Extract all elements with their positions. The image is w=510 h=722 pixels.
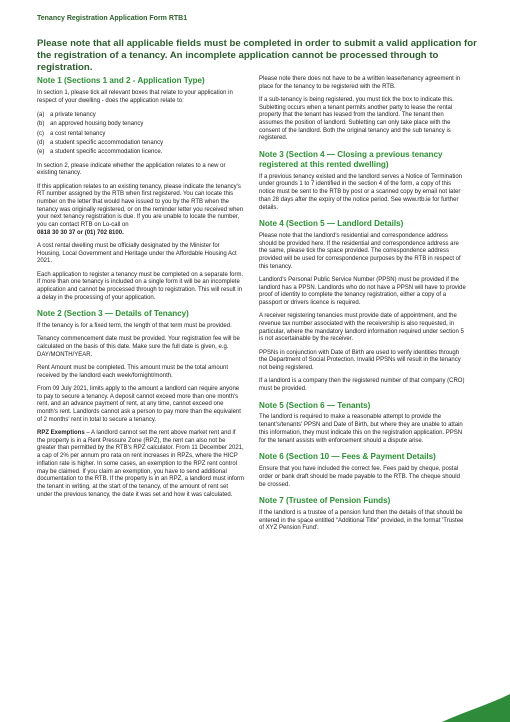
corner-wave-decoration xyxy=(442,694,510,722)
lease-note: Please note there does not have to be a written lease/tenancy agreement in place for the tenancy to be registered with the RTB. xyxy=(259,76,461,90)
list-item: (b) an approved housing body tenancy xyxy=(37,121,144,128)
list-item: (d) a student specific accommodation tenancy xyxy=(37,139,164,146)
note2-para1: If the tenancy is for a fixed term, the length of that term must be provided. xyxy=(37,323,232,330)
note7-para1: If the landlord is a trustee of a pension fund then the details of that should be entered in the space entitled “Additional Title” provided, in the format 'Trustee of XYZ Pension Fund'. xyxy=(259,510,464,532)
note1-para2: In section 2, please indicate whether the application relates to a new or existing tenancy. xyxy=(37,162,226,177)
note2-para4: From 09 July 2021, limits apply to the amount a landlord can require anyone to pay to secure a tenancy. A deposit cannot exceed more than one month's rent, and an advance payment of rent, at any time, cannot exceed one month's rent. Landlords cannot ask a person to pay more than the equivalent of 2 months' rent in total to secure a tenancy. xyxy=(37,386,241,423)
note1-para4: A cost rental dwelling must be officially designated by the Minister for Housing, Local Government and Heritage under the Affordable Housing Act 2021. xyxy=(37,243,237,265)
note5-para1: The landlord is required to make a reasonable attempt to provide the tenant's/tenants' PPSN and Date of Birth, but where they are unable to attain this information, they must indicate this on the registration application. PPSN for the tenant assists with enforcement should a dispute arise. xyxy=(259,414,463,444)
note1-para1: In section 1, please tick all relevant boxes that relate to your application in respect of your dwelling - does the application relate to: xyxy=(37,89,233,104)
left-column xyxy=(37,76,244,505)
note4-para4: PPSNs in conjunction with Date of Birth are used to verify identities through the Department of Social Protection. Invalid PPSNs will result in the tenancy not being registered. xyxy=(259,349,461,372)
note6-heading: Note 6 (Section 10 — Fees & Payment Details) xyxy=(259,452,436,462)
note2-para2: Tenancy commencement date must be provided. Your registration fee will be calculated on the basis of this date. Make sure the full date is given, e.g. DAY/MONTH/YEAR. xyxy=(37,336,240,358)
intro-notice: Please note that all applicable fields must be completed in order to submit a valid application for the registration of a tenancy. An incomplete application cannot be processed through to registration. xyxy=(37,38,477,73)
note3-heading: Note 3 (Section 4 — Closing a previous tenancy registered at this rented dwelling) xyxy=(259,150,443,169)
note1-heading: Note 1 (Sections 1 and 2 - Application Type) xyxy=(37,76,205,85)
note4-heading: Note 4 (Section 5 — Landlord Details) xyxy=(259,219,404,229)
note3-para1: If a previous tenancy existed and the landlord serves a Notice of Termination under grounds 1 to 7 identified in the section 4 of the form, a copy of this notice must be sent to the RTB by post or a scanned copy by email not later than 28 days after the expiry of the notice period. See www.rtb.ie for further details. xyxy=(259,173,463,211)
note2-para5: RPZ Exemptions – A landlord cannot set the rent above market rent and if the property is in a Rent Pressure Zone (RPZ), the rent can also not be greater than permitted by the RTB's RPZ calculator. From 11 December 2021, a cap of 2% per annum pro rata on rent increases in RPZs, where the HICP inflation rate is higher. In some cases, an exemption to the RPZ rent control may be claimed. If you claim an exemption, you have to send additional documentation to the RTB. If the property is in an RPZ, a landlord must inform the tenant in writing, at the start of the tenancy, of the amount of rent set under the previous tenancy, the date it was set and how it was calculated. xyxy=(37,430,244,498)
note4-para2: Landlord's Personal Public Service Number (PPSN) must be provided if the landlord has a PPSN. Landlords who do not have a PPSN will have to provide proof of identity to complete the tenancy registration, either a copy of a passport or drivers licence is required. xyxy=(259,277,466,307)
rpz-label: RPZ Exemptions xyxy=(37,430,85,437)
note1-para3: If this application relates to an existing tenancy, please indicate the tenancy's RT number assigned by the RTB when first registered. You can locate this number on the letter that would have issued to you by the RTB when the tenancy was originally registered, or on the reminder letter you received when your next tenancy registration is due. If you are unable to locate the number, you can contact RTB on Lo-call on 0818 30 30 37 or (01) 702 8100. xyxy=(37,183,244,236)
note2-heading: Note 2 (Section 3 — Details of Tenancy) xyxy=(37,309,189,319)
note2-para3: Rent Amount must be completed. This amount must be the total amount received by the landlord each week/fornight/month. xyxy=(37,365,228,379)
note5-heading: Note 5 (Section 6 — Tenants) xyxy=(259,400,371,410)
list-item: (e) a student specific accommodation licence. xyxy=(37,149,163,156)
application-type-list xyxy=(37,111,244,158)
list-item: (a) a private tenancy xyxy=(37,111,96,118)
list-item: (c) a cost rental tenancy xyxy=(37,130,106,137)
contact-phones: 0818 30 30 37 or (01) 702 8100. xyxy=(37,229,124,236)
note1-para5: Each application to register a tenancy must be completed on a separate form. If more than one tenancy is included on a single form it will be an incomplete application and cannot be processed through to registration. This will result in a delay in the processing of your application. xyxy=(37,271,244,301)
note6-para1: Ensure that you have included the correct fee. Fees paid by cheque, postal order or bank draft should be made payable to the RTB. The cheque should be crossed. xyxy=(259,466,460,488)
right-column xyxy=(259,76,466,539)
note4-para3: A receiver registering tenancies must provide date of appointment, and the revenue tax number associated with the receivership is also requested, in particular, where the mandatory landlord information required under section 5 is not ascertainable by the receiver. xyxy=(259,313,464,343)
note7-heading: Note 7 (Trustee of Pension Funds) xyxy=(259,496,391,506)
form-header: Tenancy Registration Application Form RTB1 xyxy=(37,15,188,22)
note4-para1: Please note that the landlord's residential and correspondence address should be provided here. If the residential and correspondence address are the same, please tick the space provided. The correspondence address provided will be used for correspondence purposes by the RTB in respect of this tenancy. xyxy=(259,233,461,270)
note4-para5: If a landlord is a company then the registered number of that company (CRO) must be provided. xyxy=(259,378,465,392)
subtenancy-note: If a sub-tenancy is being registered, you must tick the box to indicate this. Subletting occurs when a tenant permits another party to lease the rental property that the tenant has leased from the landlord. The tenant then assumes the position of landlord. Subletting can only take place with the consent of the landlord. Both the original tenancy and the sub tenancy is registered. xyxy=(259,96,454,142)
